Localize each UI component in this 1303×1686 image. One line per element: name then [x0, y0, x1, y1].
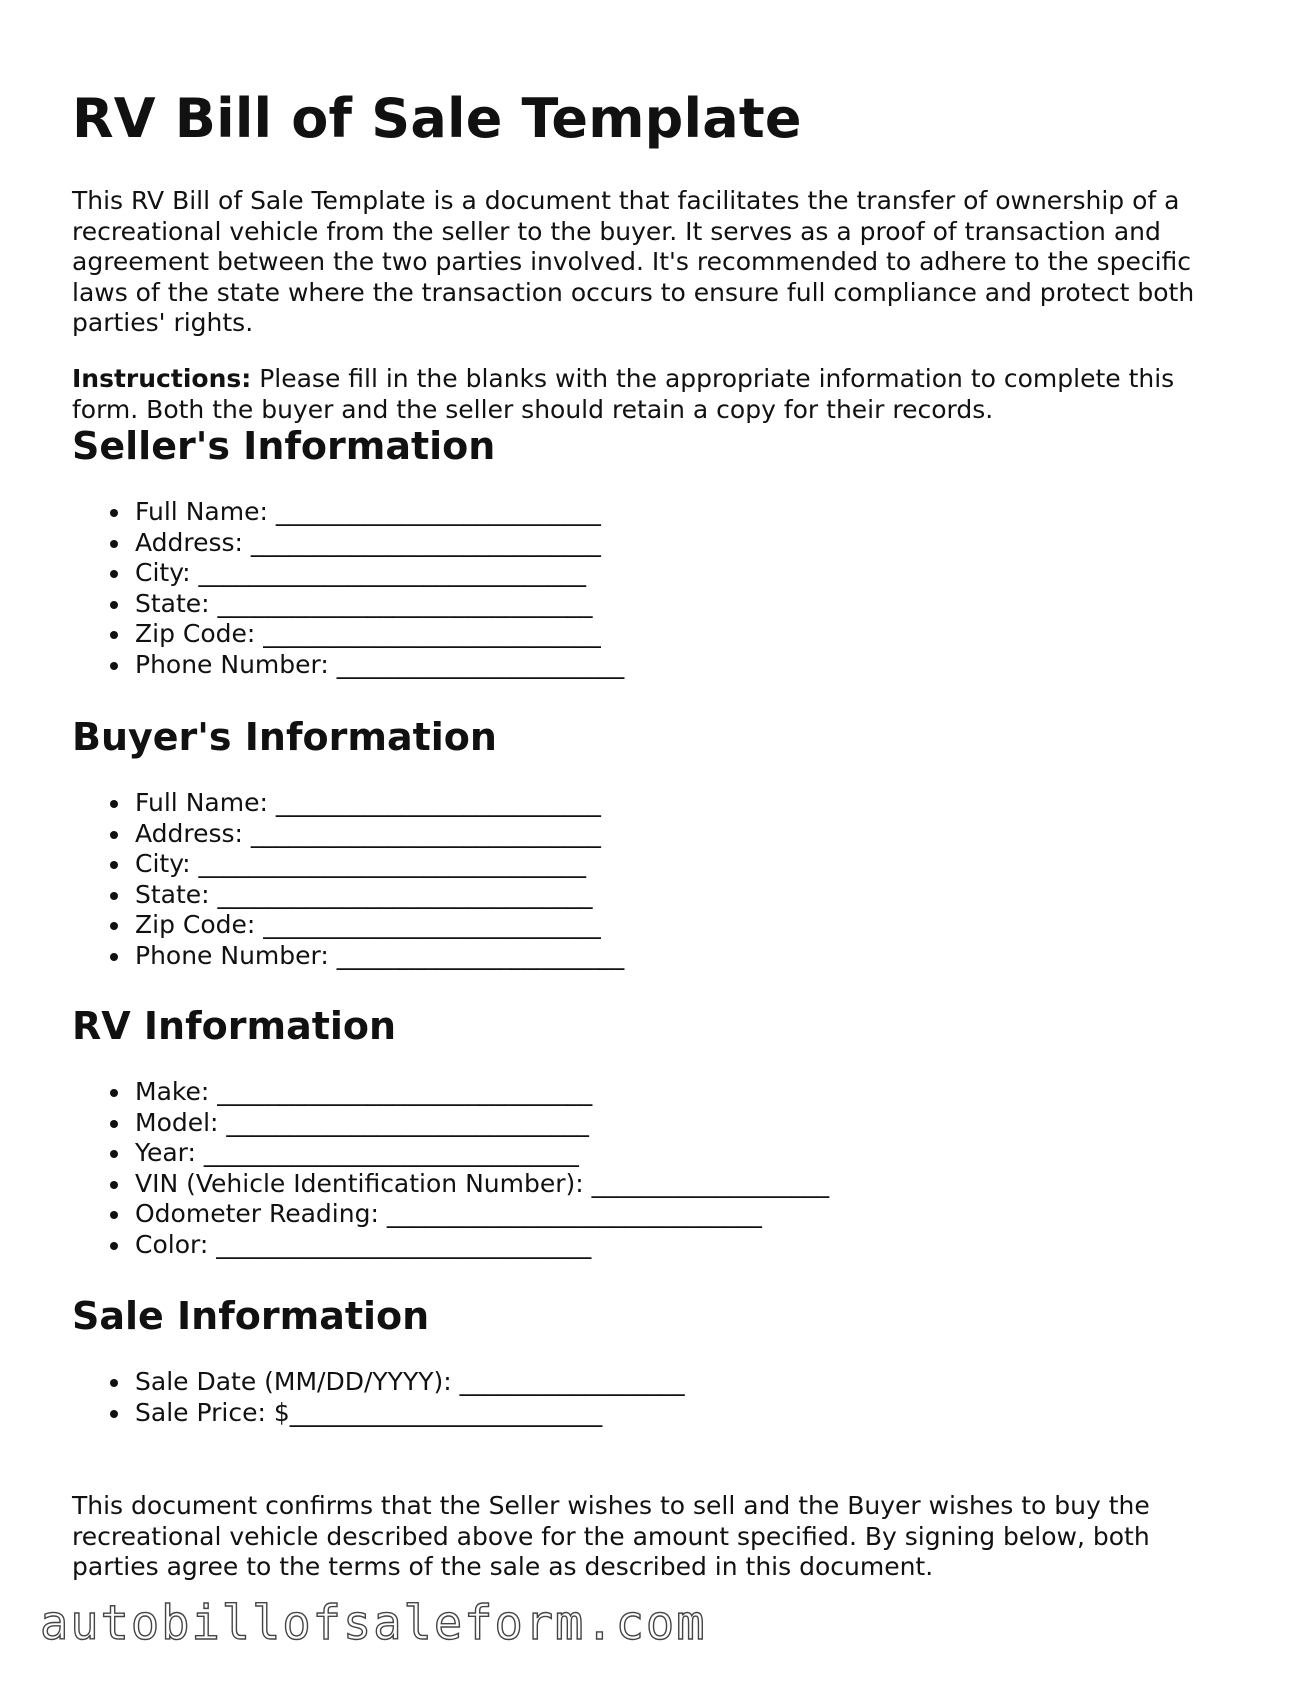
buyer-zip-code-field[interactable]: Zip Code: ___________________________ [135, 910, 624, 941]
buyer-fields-list [72, 788, 624, 971]
buyer-heading: Buyer's Information [72, 715, 497, 759]
buyer-address-field[interactable]: Address: ____________________________ [135, 819, 624, 850]
sale-heading: Sale Information [72, 1294, 430, 1338]
rv-color-field[interactable]: Color: ______________________________ [135, 1230, 829, 1261]
rv-fields-list [72, 1077, 829, 1260]
instructions-text: Please fill in the blanks with the appropriate information to complete this form. Both the buyer and the seller should retain a copy for their records. [72, 364, 1175, 424]
buyer-phone-number-field[interactable]: Phone Number: _______________________ [135, 940, 625, 970]
rv-odometer-field[interactable]: Odometer Reading: ______________________________ [135, 1199, 829, 1230]
rv-year-field[interactable]: Year: ______________________________ [135, 1138, 829, 1169]
buyer-state-field[interactable]: State: ______________________________ [135, 880, 624, 911]
rv-heading: RV Information [72, 1004, 397, 1048]
buyer-full-name-field[interactable]: Full Name: __________________________ [135, 788, 624, 819]
seller-phone-number-field[interactable]: Phone Number: _______________________ [135, 649, 625, 679]
instructions-paragraph [72, 364, 1232, 425]
rv-make-field[interactable]: Make: ______________________________ [135, 1077, 829, 1108]
seller-heading: Seller's Information [72, 424, 496, 468]
seller-city-field[interactable]: City: _______________________________ [135, 558, 624, 589]
rv-model-field[interactable]: Model: _____________________________ [135, 1108, 829, 1139]
site-watermark: autobillofsaleform.com [40, 1596, 707, 1651]
rv-vin-field[interactable]: VIN (Vehicle Identification Number): ___________________ [135, 1168, 830, 1198]
seller-full-name-field[interactable]: Full Name: __________________________ [135, 497, 624, 528]
instructions-label: Instructions: [72, 364, 252, 393]
buyer-city-field[interactable]: City: _______________________________ [135, 849, 624, 880]
seller-address-field[interactable]: Address: ____________________________ [135, 528, 624, 559]
sale-date-field[interactable]: Sale Date (MM/DD/YYYY): __________________ [135, 1367, 685, 1396]
seller-state-field[interactable]: State: ______________________________ [135, 589, 624, 620]
sale-fields-list [72, 1367, 685, 1428]
sale-price-field[interactable]: Sale Price: $_________________________ [135, 1398, 685, 1429]
intro-paragraph: This RV Bill of Sale Template is a document that facilitates the transfer of ownership of a recreational vehicle from the seller to the buyer. It serves as a proof of transaction and agreement between the two parties involved. It's recommended to adhere to the specific laws of the state where the transaction occurs to ensure full compliance and protect both parties' rights. [72, 186, 1195, 337]
closing-paragraph: This document confirms that the Seller wishes to sell and the Buyer wishes to buy the recreational vehicle described above for the amount specified. By signing below, both parties agree to the terms of the sale as described in this document. [72, 1491, 1150, 1581]
seller-fields-list [72, 497, 624, 680]
page-title: RV Bill of Sale Template [72, 87, 802, 150]
seller-zip-code-field[interactable]: Zip Code: ___________________________ [135, 619, 624, 650]
